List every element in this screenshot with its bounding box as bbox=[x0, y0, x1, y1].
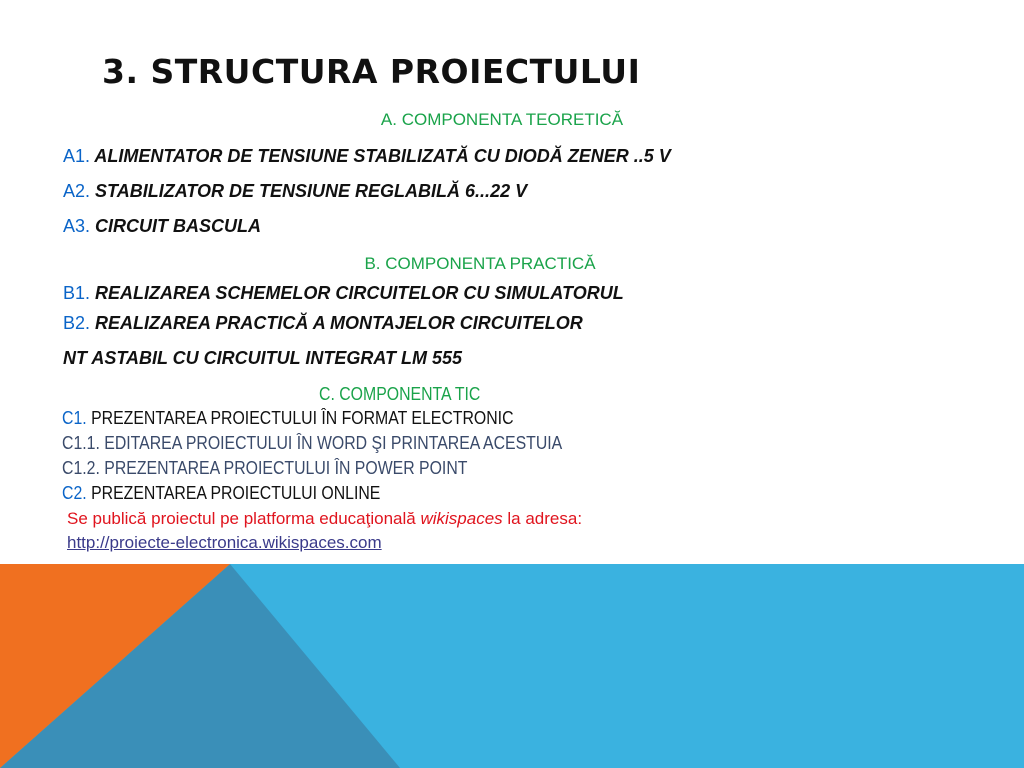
item-b1 bbox=[63, 283, 624, 304]
project-url-link[interactable]: http://proiecte-electronica.wikispaces.com bbox=[67, 533, 382, 552]
section-a-heading: A. COMPONENTA TEORETICĂ bbox=[380, 110, 624, 129]
item-b1-label: B1. bbox=[63, 283, 91, 303]
item-c2-text: PREZENTAREA PROIECTULUI ONLINE bbox=[91, 483, 381, 503]
section-b-heading: B. COMPONENTA PRACTICĂ bbox=[364, 254, 596, 273]
item-a2-text: STABILIZATOR DE TENSIUNE REGLABILĂ 6...22 V bbox=[95, 181, 528, 201]
item-a1-text: ALIMENTATOR DE TENSIUNE STABILIZATĂ CU DIODĂ ZENER ..5 V bbox=[94, 146, 671, 166]
item-c1-1: C1.1. EDITAREA PROIECTULUI ÎN WORD ŞI PRINTAREA ACESTUIA bbox=[62, 433, 563, 453]
item-c1-2: C1.2. PREZENTAREA PROIECTULUI ÎN POWER POINT bbox=[62, 458, 468, 478]
item-a1-label: A1. bbox=[63, 146, 91, 166]
item-b2-label: B2. bbox=[63, 313, 91, 333]
item-c2-label: C2. bbox=[62, 483, 87, 503]
item-a2 bbox=[63, 181, 527, 202]
decorative-background-shapes bbox=[0, 564, 1024, 768]
publish-note-platform: wikispaces bbox=[420, 509, 503, 528]
item-c2 bbox=[62, 483, 380, 504]
item-a2-label: A2. bbox=[63, 181, 91, 201]
item-a3-label: A3. bbox=[63, 216, 91, 236]
publish-note-after: la adresa: bbox=[502, 509, 583, 528]
slide-title: 3. STRUCTURA PROIECTULUI bbox=[102, 52, 641, 91]
item-b2-text: REALIZAREA PRACTICĂ A MONTAJELOR CIRCUITELOR bbox=[95, 313, 583, 333]
item-a3 bbox=[63, 216, 261, 237]
publish-note-before: Se publică proiectul pe platforma educaţională bbox=[67, 509, 421, 528]
item-c1-text: PREZENTAREA PROIECTULUI ÎN FORMAT ELECTRONIC bbox=[91, 408, 514, 428]
item-c1 bbox=[62, 408, 514, 429]
item-a3-text: CIRCUIT BASCULA bbox=[95, 216, 262, 236]
item-b-continuation: NT ASTABIL CU CIRCUITUL INTEGRAT LM 555 bbox=[63, 348, 463, 368]
section-c-heading: C. COMPONENTA TIC bbox=[319, 384, 481, 404]
item-b2 bbox=[63, 313, 583, 334]
item-b1-text: REALIZAREA SCHEMELOR CIRCUITELOR CU SIMULATORUL bbox=[95, 283, 624, 303]
item-c1-label: C1. bbox=[62, 408, 87, 428]
item-a1 bbox=[63, 146, 671, 167]
publish-note bbox=[67, 509, 582, 529]
